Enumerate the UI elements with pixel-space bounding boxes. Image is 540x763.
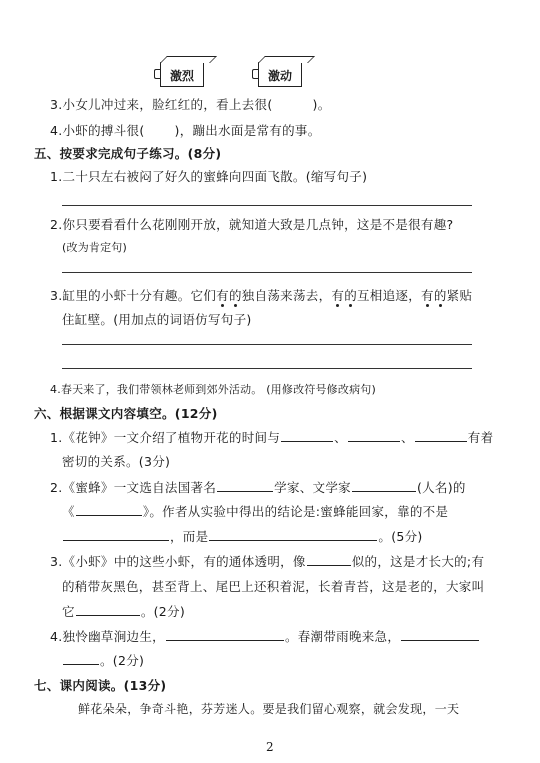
dotted-word: 有 xyxy=(421,288,434,303)
question-text: 《 xyxy=(62,504,75,519)
separator: 、 xyxy=(334,430,347,445)
card-hook xyxy=(252,69,258,79)
question-text: 似的，这是才长大的;有 xyxy=(351,554,485,569)
s6-question-4 xyxy=(50,627,480,645)
section-7-title: 七、课内阅读。(13分) xyxy=(34,678,167,693)
question-text: 有着 xyxy=(467,430,494,445)
word-card-1 xyxy=(160,62,204,87)
question-text: 3.缸里的小虾十分有趣。它们 xyxy=(50,288,217,303)
question-text: 3.《小虾》中的这些小虾，有的通体透明，像 xyxy=(50,554,306,569)
question-text: 它 xyxy=(62,604,75,619)
dotted-word: 的 xyxy=(344,288,357,303)
question-text: (人名)的 xyxy=(416,480,466,495)
fill-blank[interactable] xyxy=(209,539,377,541)
fill-blank[interactable] xyxy=(307,564,351,566)
answer-line xyxy=(62,205,472,206)
card-top-edge xyxy=(258,56,315,63)
card-hook xyxy=(154,69,160,79)
reading-passage: 鲜花朵朵，争奇斗艳，芬芳迷人。要是我们留心观察，就会发现，一天 xyxy=(78,702,460,716)
fill-blank[interactable] xyxy=(76,514,142,516)
s6-question-2 xyxy=(50,478,466,496)
question-text: 1.《花钟》一文介绍了植物开花的时间与 xyxy=(50,430,281,445)
fill-blank[interactable] xyxy=(415,440,467,442)
s5-question-3 xyxy=(50,286,472,304)
dotted-word: 的 xyxy=(228,288,242,303)
s6-question-3 xyxy=(50,552,484,570)
s5-question-3-line2: 住缸壁。(用加点的词语仿写句子) xyxy=(62,312,252,327)
question-3 xyxy=(50,95,331,113)
dotted-word: 有 xyxy=(331,288,345,303)
s6-question-1 xyxy=(50,428,493,446)
question-text: 紧贴 xyxy=(446,288,473,303)
fill-blank[interactable] xyxy=(63,663,99,665)
fill-blank[interactable] xyxy=(76,614,140,616)
card-top-edge xyxy=(160,56,217,63)
question-text: ，而是 xyxy=(170,529,209,544)
question-text: 学家、文学家 xyxy=(274,480,351,495)
question-text: 。(2分) xyxy=(100,653,145,668)
question-text: )。 xyxy=(312,97,331,112)
question-text: 》。作者从实验中得出的结论是:蜜蜂能回家，靠的不是 xyxy=(142,504,449,519)
s6-question-3-line3 xyxy=(62,602,185,620)
s6-question-1-line2: 密切的关系。(3分) xyxy=(62,454,171,469)
dotted-word: 的 xyxy=(433,288,447,303)
question-text: 4.小虾的搏斗很( xyxy=(50,123,145,138)
answer-line xyxy=(62,272,472,273)
word-card-label: 激烈 xyxy=(169,69,194,83)
s6-question-2-line2 xyxy=(62,502,448,520)
fill-blank[interactable] xyxy=(348,440,400,442)
section-5-title: 五、按要求完成句子练习。(8分) xyxy=(34,146,222,161)
question-text: 4.独怜幽草涧边生， xyxy=(50,629,165,644)
answer-line xyxy=(62,368,472,369)
separator: 、 xyxy=(400,430,414,445)
section-6-title: 六、根据课文内容填空。(12分) xyxy=(34,406,218,421)
fill-blank[interactable] xyxy=(281,440,333,442)
fill-blank[interactable] xyxy=(352,490,416,492)
fill-blank[interactable] xyxy=(166,639,284,641)
dotted-word: 有 xyxy=(216,288,229,303)
question-text: 。春潮带雨晚来急， xyxy=(284,629,401,644)
s6-question-2-line3 xyxy=(62,527,423,545)
question-text: 互相追逐， xyxy=(357,288,422,303)
s6-question-4-line2 xyxy=(62,651,144,669)
question-text: 。(2分) xyxy=(140,604,186,619)
fill-blank[interactable] xyxy=(401,639,479,641)
question-text: 3.小女儿冲过来，脸红红的，看上去很( xyxy=(50,97,273,112)
question-text: 。(5分) xyxy=(378,529,423,544)
s5-question-4: 4.春天来了，我们带领林老师到郊外活动。 (用修改符号修改病句) xyxy=(50,383,376,396)
fill-blank[interactable] xyxy=(217,490,273,492)
s5-question-2: 2.你只要看看什么花刚刚开放，就知道大致是几点钟，这是不是很有趣? xyxy=(50,217,454,232)
answer-line xyxy=(62,344,472,345)
word-card-label: 激动 xyxy=(267,69,292,83)
word-card-2 xyxy=(258,62,302,87)
s5-question-1: 1.二十只左右被闷了好久的蜜蜂向四面飞散。(缩写句子) xyxy=(50,169,368,184)
question-text: )，蹦出水面是常有的事。 xyxy=(174,123,321,138)
s6-question-3-line2: 的稍带灰黑色，甚至背上、尾巴上还积着泥，长着青苔，这是老的，大家叫 xyxy=(62,579,485,594)
fill-blank[interactable] xyxy=(63,539,169,541)
page-number: 2 xyxy=(266,740,274,754)
s5-question-2-instruction: (改为肯定句) xyxy=(62,241,127,254)
question-4 xyxy=(50,121,321,139)
question-text: 独自荡来荡去， xyxy=(241,288,332,303)
question-text: 2.《蜜蜂》一文选自法国著名 xyxy=(50,480,217,495)
